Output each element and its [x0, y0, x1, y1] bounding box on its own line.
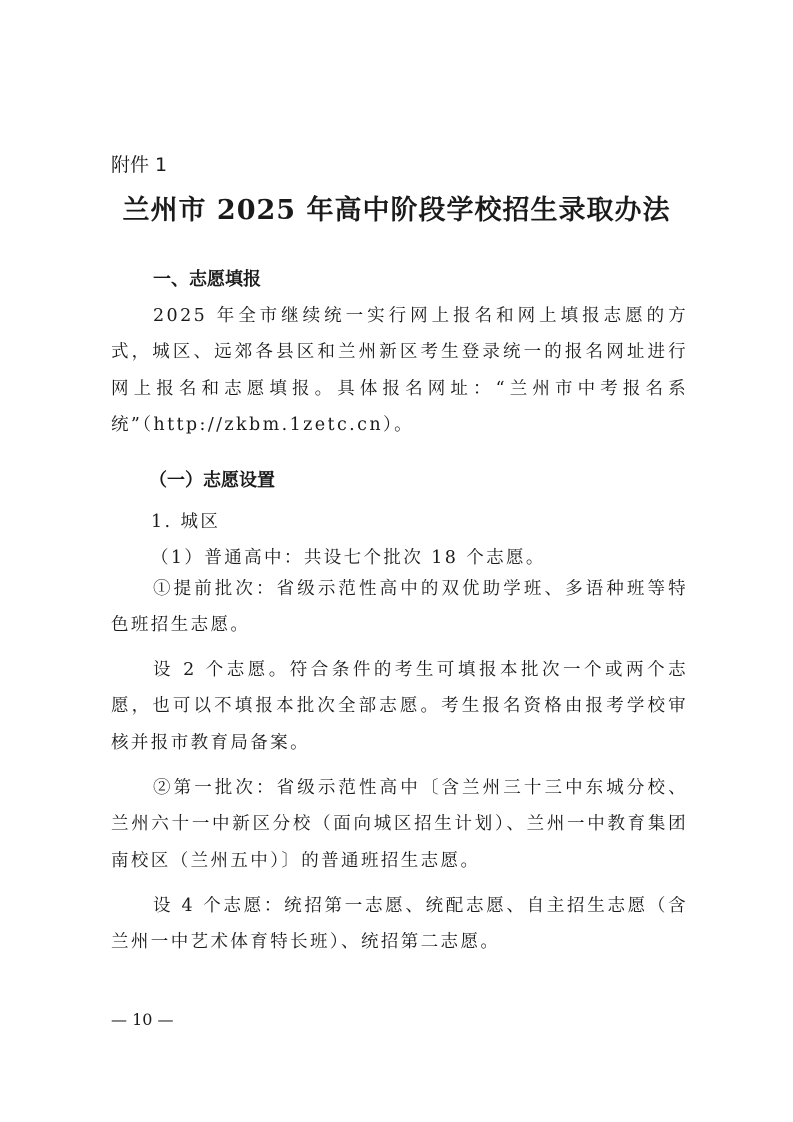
- document-title: 兰州市 2025 年高中阶段学校招生录取办法: [122, 195, 671, 226]
- paragraph-registration: 2025 年全市继续统一实行网上报名和网上填报志愿的方式，城区、远郊各县区和兰州新区考生登录统一的报名网址进行网上报名和志愿填报。具体报名网址：“兰州市中考报名系统”（http://zkbm.1zetc.cn）。: [111, 306, 688, 435]
- paragraph-advance-batch: ①提前批次：省级示范性高中的双优助学班、多语种班等特色班招生志愿。: [111, 579, 688, 636]
- paragraph-advance-batch-detail: 设 2 个志愿。符合条件的考生可填报本批次一个或两个志愿，也可以不填报本批次全部志愿。考生报名资格由报考学校审核并报市教育局备案。: [111, 660, 688, 753]
- paragraph-first-batch: ②第一批次：省级示范性高中〔含兰州三十三中东城分校、兰州六十一中新区分校（面向城区招生计划）、兰州一中教育集团南校区（兰州五中）〕的普通班招生志愿。: [111, 778, 688, 871]
- subsection-heading-volunteer-setup: （一）志愿设置: [149, 470, 275, 491]
- attachment-label: 附件 1: [111, 154, 168, 176]
- item-general-high-school: （1）普通高中：共设七个批次 18 个志愿。: [151, 548, 546, 568]
- item-urban: 1. 城区: [151, 512, 221, 532]
- page-number: — 10 —: [111, 1010, 174, 1029]
- section-heading-volunteer-filling: 一、志愿填报: [153, 269, 261, 290]
- paragraph-first-batch-detail: 设 4 个志愿：统招第一志愿、统配志愿、自主招生志愿（含兰州一中艺术体育特长班）、统招第二志愿。: [111, 896, 688, 953]
